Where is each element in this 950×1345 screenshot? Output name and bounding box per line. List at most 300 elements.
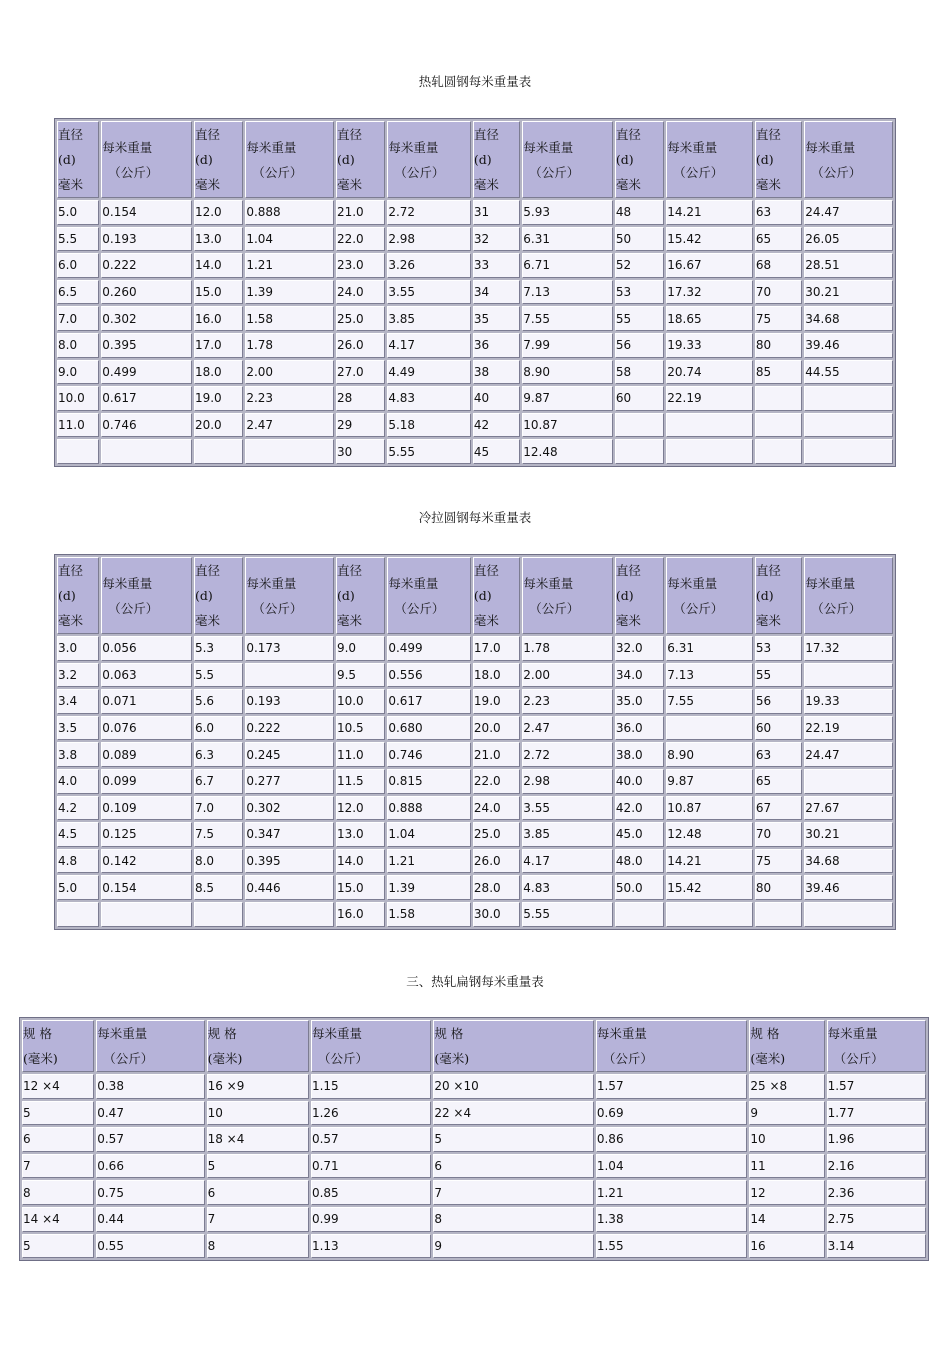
diameter-cell: 3.8 (57, 742, 99, 767)
diameter-header-line: (d) (473, 152, 492, 167)
weight-cell: 0.499 (101, 360, 192, 385)
weight-cell: 24.47 (804, 200, 893, 225)
weight-cell: 1.04 (596, 1154, 748, 1179)
spec-header-line: (毫米) (207, 1051, 243, 1066)
table-row (22, 1180, 926, 1205)
weight-cell: 20.74 (666, 360, 753, 385)
weight-cell: 0.888 (387, 796, 471, 821)
diameter-cell: 13.0 (194, 227, 243, 252)
table-row (22, 1101, 926, 1126)
hot-rolled-flat-steel-table (19, 1017, 929, 1261)
weight-cell: 19.33 (804, 689, 893, 714)
weight-header-line: 每米重量 (246, 575, 297, 591)
table1-title: 热轧圆钢每米重量表 (418, 74, 532, 89)
weight-cell: 9.87 (522, 386, 613, 411)
weight-cell: 2.75 (827, 1207, 926, 1232)
table-row (57, 253, 893, 278)
weight-header-line: 每米重量 (388, 575, 439, 591)
diameter-header (336, 121, 385, 198)
weight-cell: 3.85 (522, 822, 613, 847)
spec-cell: 18 ×4 (207, 1127, 309, 1152)
diameter-cell: 70 (755, 822, 802, 847)
spec-cell: 25 ×8 (749, 1074, 824, 1099)
weight-cell: 2.72 (522, 742, 613, 767)
diameter-header-line: 毫米 (755, 177, 781, 192)
diameter-header-line: 毫米 (58, 613, 84, 628)
diameter-cell: 3.2 (57, 663, 99, 688)
weight-cell: 1.04 (245, 227, 334, 252)
weight-cell: 4.17 (522, 849, 613, 874)
table-row (57, 333, 893, 358)
diameter-header (194, 557, 243, 634)
spec-cell: 11 (749, 1154, 824, 1179)
diameter-header-line: (d) (615, 588, 634, 603)
diameter-cell: 3.4 (57, 689, 99, 714)
weight-cell: 7.13 (666, 663, 753, 688)
weight-header-line: 每米重量 (388, 139, 439, 155)
diameter-cell: 14.0 (336, 849, 385, 874)
weight-header-line: 每米重量 (102, 139, 153, 155)
diameter-cell (755, 902, 802, 927)
weight-header (101, 121, 192, 198)
diameter-cell: 10.5 (336, 716, 385, 741)
diameter-cell: 18.0 (194, 360, 243, 385)
weight-header-line: （公斤） (811, 164, 862, 180)
diameter-cell: 19.0 (194, 386, 243, 411)
weight-header-line: （公斤） (252, 600, 303, 616)
hot-rolled-round-steel-table (54, 118, 896, 467)
diameter-header (57, 557, 99, 634)
weight-cell: 6.71 (522, 253, 613, 278)
diameter-header (755, 557, 802, 634)
weight-header-line: （公斤） (673, 164, 724, 180)
spec-cell: 12 (749, 1180, 824, 1205)
weight-header-line: 每米重量 (667, 575, 718, 591)
spec-cell: 16 ×9 (207, 1074, 309, 1099)
weight-cell: 0.499 (387, 636, 471, 661)
diameter-header-line: 毫米 (58, 177, 84, 192)
diameter-cell: 34 (473, 280, 520, 305)
diameter-header-line: 直径 (615, 563, 641, 578)
diameter-cell: 68 (755, 253, 802, 278)
weight-header-line: （公斤） (833, 1051, 884, 1066)
diameter-header (57, 121, 99, 198)
diameter-cell: 50.0 (615, 875, 664, 900)
diameter-cell: 85 (755, 360, 802, 385)
table-row (57, 439, 893, 464)
weight-cell: 0.395 (245, 849, 334, 874)
diameter-cell: 32 (473, 227, 520, 252)
diameter-cell: 38 (473, 360, 520, 385)
spec-cell: 5 (22, 1101, 94, 1126)
diameter-cell: 63 (755, 742, 802, 767)
weight-cell: 0.47 (96, 1101, 204, 1126)
diameter-cell: 21.0 (336, 200, 385, 225)
weight-cell: 4.83 (522, 875, 613, 900)
spec-cell: 10 (207, 1101, 309, 1126)
weight-cell: 7.99 (522, 333, 613, 358)
weight-cell: 8.90 (666, 742, 753, 767)
weight-cell: 0.44 (96, 1207, 204, 1232)
weight-header-line: （公斤） (529, 600, 580, 616)
weight-cell: 2.23 (522, 689, 613, 714)
diameter-cell: 53 (755, 636, 802, 661)
weight-cell (245, 902, 334, 927)
spec-cell: 20 ×10 (433, 1074, 594, 1099)
spec-header (22, 1020, 94, 1072)
diameter-header (615, 121, 664, 198)
weight-cell: 0.617 (101, 386, 192, 411)
diameter-cell: 42.0 (615, 796, 664, 821)
weight-cell: 0.815 (387, 769, 471, 794)
diameter-header (473, 121, 520, 198)
weight-header (666, 121, 753, 198)
diameter-cell: 7.0 (194, 796, 243, 821)
spec-cell: 10 (749, 1127, 824, 1152)
diameter-cell: 40.0 (615, 769, 664, 794)
weight-header-line: （公斤） (103, 1051, 154, 1066)
weight-cell: 17.32 (804, 636, 893, 661)
diameter-cell: 27.0 (336, 360, 385, 385)
weight-cell: 0.154 (101, 200, 192, 225)
header-row (57, 557, 893, 634)
diameter-cell: 55 (615, 306, 664, 331)
table-row (57, 306, 893, 331)
weight-cell: 2.00 (245, 360, 334, 385)
diameter-cell: 45.0 (615, 822, 664, 847)
weight-cell: 2.47 (245, 413, 334, 438)
weight-cell: 27.67 (804, 796, 893, 821)
weight-cell: 0.57 (96, 1127, 204, 1152)
diameter-header-line: (d) (755, 152, 774, 167)
weight-header-line: （公斤） (529, 164, 580, 180)
weight-cell: 34.68 (804, 306, 893, 331)
weight-cell: 1.38 (596, 1207, 748, 1232)
weight-cell: 0.680 (387, 716, 471, 741)
weight-header-line: （公斤） (602, 1051, 653, 1066)
diameter-cell: 26.0 (336, 333, 385, 358)
spec-header-line: 规 格 (750, 1026, 780, 1041)
spec-cell: 8 (207, 1234, 309, 1259)
weight-cell: 0.056 (101, 636, 192, 661)
diameter-cell: 8.0 (57, 333, 99, 358)
weight-header (804, 121, 893, 198)
diameter-cell: 53 (615, 280, 664, 305)
diameter-header-line: 直径 (336, 563, 362, 578)
weight-cell: 2.23 (245, 386, 334, 411)
weight-cell: 0.85 (311, 1180, 431, 1205)
weight-cell: 0.222 (101, 253, 192, 278)
diameter-cell (615, 902, 664, 927)
diameter-header (336, 557, 385, 634)
diameter-cell: 80 (755, 333, 802, 358)
table2-title: 冷拉圆钢每米重量表 (418, 510, 532, 525)
diameter-cell: 5.5 (194, 663, 243, 688)
diameter-header-line: 直径 (58, 127, 84, 142)
weight-header-line: 每米重量 (311, 1026, 362, 1041)
diameter-cell: 33 (473, 253, 520, 278)
diameter-header (194, 121, 243, 198)
weight-cell: 4.83 (387, 386, 471, 411)
table-row (57, 360, 893, 385)
diameter-cell: 24.0 (336, 280, 385, 305)
spec-cell: 6 (433, 1154, 594, 1179)
weight-cell: 10.87 (522, 413, 613, 438)
diameter-cell: 5.0 (57, 875, 99, 900)
table-row (22, 1207, 926, 1232)
weight-header-line: 每米重量 (523, 575, 574, 591)
diameter-cell: 36.0 (615, 716, 664, 741)
weight-cell: 0.617 (387, 689, 471, 714)
weight-cell: 0.69 (596, 1101, 748, 1126)
diameter-cell: 50 (615, 227, 664, 252)
weight-cell: 0.109 (101, 796, 192, 821)
diameter-header-line: 毫米 (615, 177, 641, 192)
diameter-cell: 56 (615, 333, 664, 358)
weight-cell: 2.47 (522, 716, 613, 741)
diameter-header-line: 毫米 (336, 177, 362, 192)
weight-cell (666, 439, 753, 464)
spec-cell: 6 (207, 1180, 309, 1205)
diameter-header (615, 557, 664, 634)
weight-cell: 18.65 (666, 306, 753, 331)
weight-header-line: （公斤） (811, 600, 862, 616)
table-row (57, 413, 893, 438)
spec-cell: 7 (22, 1154, 94, 1179)
weight-cell: 30.21 (804, 822, 893, 847)
diameter-cell: 23.0 (336, 253, 385, 278)
spec-cell: 5 (433, 1127, 594, 1152)
spec-header (433, 1020, 594, 1072)
diameter-cell: 40 (473, 386, 520, 411)
diameter-cell: 5.0 (57, 200, 99, 225)
weight-cell: 1.21 (387, 849, 471, 874)
diameter-cell: 16.0 (194, 306, 243, 331)
diameter-cell: 52 (615, 253, 664, 278)
weight-cell: 7.55 (666, 689, 753, 714)
weight-cell (245, 439, 334, 464)
weight-cell: 0.746 (387, 742, 471, 767)
table-row (22, 1074, 926, 1099)
diameter-cell: 9.0 (336, 636, 385, 661)
weight-header-line: （公斤） (252, 164, 303, 180)
weight-cell (101, 439, 192, 464)
weight-cell: 0.446 (245, 875, 334, 900)
weight-cell: 0.38 (96, 1074, 204, 1099)
diameter-cell: 16.0 (336, 902, 385, 927)
weight-cell: 0.193 (245, 689, 334, 714)
table-row (57, 769, 893, 794)
diameter-cell: 4.5 (57, 822, 99, 847)
table-row (57, 200, 893, 225)
weight-cell: 1.78 (245, 333, 334, 358)
diameter-cell: 6.3 (194, 742, 243, 767)
diameter-cell: 30 (336, 439, 385, 464)
diameter-cell: 14.0 (194, 253, 243, 278)
weight-cell: 44.55 (804, 360, 893, 385)
weight-cell (804, 769, 893, 794)
diameter-cell: 17.0 (194, 333, 243, 358)
weight-cell: 1.77 (827, 1101, 926, 1126)
table-row (57, 386, 893, 411)
diameter-cell (615, 413, 664, 438)
diameter-cell: 24.0 (473, 796, 520, 821)
cold-drawn-round-steel-table (54, 554, 896, 930)
weight-cell: 1.78 (522, 636, 613, 661)
weight-header-line: 每米重量 (246, 139, 297, 155)
weight-cell (101, 902, 192, 927)
weight-cell: 14.21 (666, 200, 753, 225)
weight-cell: 1.21 (596, 1180, 748, 1205)
diameter-cell: 25.0 (473, 822, 520, 847)
weight-cell: 5.93 (522, 200, 613, 225)
weight-cell: 19.33 (666, 333, 753, 358)
weight-header (666, 557, 753, 634)
weight-header-line: （公斤） (673, 600, 724, 616)
weight-header (101, 557, 192, 634)
diameter-cell: 12.0 (336, 796, 385, 821)
diameter-cell: 65 (755, 769, 802, 794)
diameter-cell: 19.0 (473, 689, 520, 714)
weight-cell: 1.57 (596, 1074, 748, 1099)
diameter-header-line: 直径 (755, 127, 781, 142)
diameter-header-line: 直径 (473, 563, 499, 578)
weight-cell: 2.00 (522, 663, 613, 688)
weight-cell: 0.099 (101, 769, 192, 794)
weight-cell: 0.395 (101, 333, 192, 358)
diameter-cell: 58 (615, 360, 664, 385)
weight-cell: 3.55 (387, 280, 471, 305)
weight-cell: 1.26 (311, 1101, 431, 1126)
weight-cell: 9.87 (666, 769, 753, 794)
diameter-cell: 12.0 (194, 200, 243, 225)
weight-cell: 5.18 (387, 413, 471, 438)
diameter-cell: 25.0 (336, 306, 385, 331)
weight-cell: 4.49 (387, 360, 471, 385)
weight-header (522, 121, 613, 198)
weight-cell (804, 902, 893, 927)
table-row (57, 796, 893, 821)
diameter-cell: 8.0 (194, 849, 243, 874)
spec-header-line: (毫米) (750, 1051, 786, 1066)
diameter-header-line: (d) (336, 588, 355, 603)
diameter-header-line: 毫米 (473, 177, 499, 192)
spec-cell: 5 (207, 1154, 309, 1179)
diameter-cell: 45 (473, 439, 520, 464)
diameter-cell: 4.0 (57, 769, 99, 794)
weight-cell: 0.173 (245, 636, 334, 661)
diameter-cell: 22.0 (336, 227, 385, 252)
weight-cell: 39.46 (804, 875, 893, 900)
weight-header-line: （公斤） (394, 600, 445, 616)
table-row (57, 875, 893, 900)
spec-cell: 16 (749, 1234, 824, 1259)
diameter-cell: 11.0 (57, 413, 99, 438)
weight-cell: 22.19 (804, 716, 893, 741)
diameter-cell: 75 (755, 849, 802, 874)
weight-cell: 5.55 (522, 902, 613, 927)
weight-header (596, 1020, 748, 1072)
weight-header-line: （公斤） (317, 1051, 368, 1066)
weight-cell: 39.46 (804, 333, 893, 358)
header-row (22, 1020, 926, 1072)
table-row (22, 1127, 926, 1152)
header-row (57, 121, 893, 198)
weight-cell: 1.58 (387, 902, 471, 927)
weight-cell: 8.90 (522, 360, 613, 385)
weight-header (522, 557, 613, 634)
weight-cell: 0.556 (387, 663, 471, 688)
diameter-header-line: (d) (194, 588, 213, 603)
diameter-cell: 48 (615, 200, 664, 225)
spec-cell: 12 ×4 (22, 1074, 94, 1099)
diameter-cell: 3.0 (57, 636, 99, 661)
diameter-cell: 6.0 (194, 716, 243, 741)
weight-cell: 3.26 (387, 253, 471, 278)
table-row (57, 663, 893, 688)
diameter-cell: 22.0 (473, 769, 520, 794)
weight-cell: 2.98 (522, 769, 613, 794)
weight-cell: 1.15 (311, 1074, 431, 1099)
weight-cell: 0.57 (311, 1127, 431, 1152)
diameter-header (755, 121, 802, 198)
spec-cell: 7 (433, 1180, 594, 1205)
weight-header-line: 每米重量 (97, 1026, 148, 1041)
diameter-header-line: (d) (194, 152, 213, 167)
weight-cell: 2.16 (827, 1154, 926, 1179)
weight-header-line: （公斤） (394, 164, 445, 180)
weight-cell: 1.96 (827, 1127, 926, 1152)
diameter-cell: 80 (755, 875, 802, 900)
weight-cell: 14.21 (666, 849, 753, 874)
diameter-cell: 17.0 (473, 636, 520, 661)
weight-cell: 26.05 (804, 227, 893, 252)
weight-cell: 3.14 (827, 1234, 926, 1259)
weight-cell (804, 413, 893, 438)
weight-cell: 0.75 (96, 1180, 204, 1205)
diameter-cell: 18.0 (473, 663, 520, 688)
diameter-cell: 7.5 (194, 822, 243, 847)
diameter-cell: 42 (473, 413, 520, 438)
diameter-cell: 36 (473, 333, 520, 358)
weight-cell: 34.68 (804, 849, 893, 874)
diameter-cell: 7.0 (57, 306, 99, 331)
diameter-cell: 28 (336, 386, 385, 411)
weight-header-line: 每米重量 (827, 1026, 878, 1041)
diameter-header-line: 毫米 (473, 613, 499, 628)
weight-cell: 0.277 (245, 769, 334, 794)
diameter-header-line: 直径 (615, 127, 641, 142)
weight-cell: 15.42 (666, 875, 753, 900)
weight-cell: 0.66 (96, 1154, 204, 1179)
diameter-cell: 5.6 (194, 689, 243, 714)
diameter-header-line: (d) (615, 152, 634, 167)
weight-cell: 0.302 (101, 306, 192, 331)
weight-cell: 28.51 (804, 253, 893, 278)
diameter-cell: 10.0 (57, 386, 99, 411)
weight-cell (804, 439, 893, 464)
weight-cell (245, 663, 334, 688)
diameter-header-line: 毫米 (336, 613, 362, 628)
table-row (57, 902, 893, 927)
diameter-cell: 65 (755, 227, 802, 252)
weight-cell: 0.347 (245, 822, 334, 847)
diameter-cell: 21.0 (473, 742, 520, 767)
diameter-header-line: (d) (58, 152, 76, 167)
diameter-cell: 15.0 (194, 280, 243, 305)
diameter-cell: 6.7 (194, 769, 243, 794)
diameter-cell: 55 (755, 663, 802, 688)
